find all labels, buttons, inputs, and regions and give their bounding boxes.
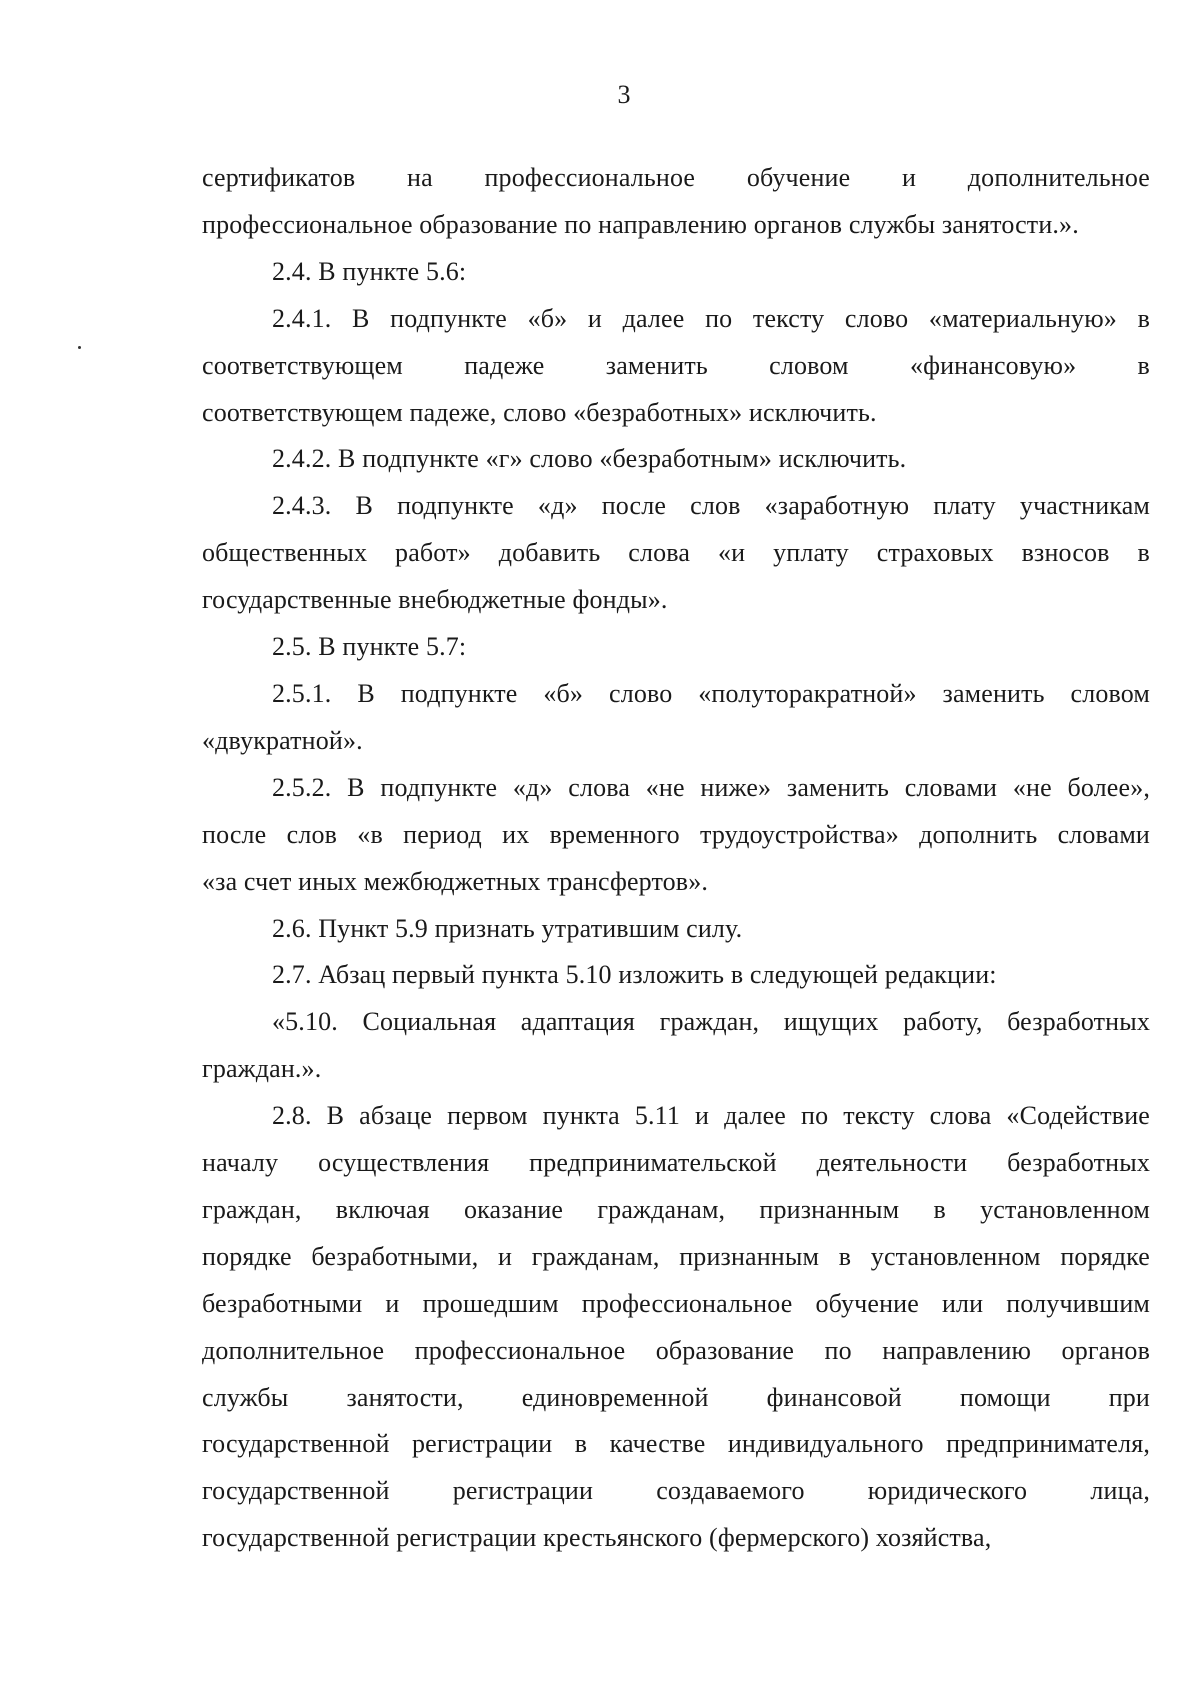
- paragraph: [202, 296, 1150, 437]
- paragraph: [202, 483, 1150, 624]
- paragraph: [202, 906, 1150, 953]
- text-line: профессиональное образование по направлению органов службы занятости.».: [202, 209, 1079, 239]
- text-line: порядке безработными, и гражданам, признанным в установленном порядке: [202, 1241, 1150, 1271]
- text-line: 2.4.1. В подпункте «б» и далее по тексту слово «материальную» в: [272, 303, 1150, 333]
- text-line: государственной регистрации создаваемого юридического лица,: [202, 1476, 1150, 1506]
- text-line: граждан.».: [202, 1054, 322, 1084]
- text-line: «5.10. Социальная адаптация граждан, ищущих работу, безработных: [272, 1007, 1150, 1037]
- text-line: «за счет иных межбюджетных трансфертов».: [202, 866, 709, 896]
- text-line: государственной регистрации в качестве индивидуального предпринимателя,: [202, 1429, 1150, 1459]
- text-line: 2.5.2. В подпункте «д» слова «не ниже» заменить словами «не более»,: [272, 772, 1150, 802]
- text-line: 2.6. Пункт 5.9 признать утратившим силу.: [272, 913, 743, 943]
- text-line: сертификатов на профессиональное обучение и дополнительное: [202, 163, 1150, 192]
- text-line: после слов «в период их временного трудоустройства» дополнить словами: [202, 819, 1150, 849]
- paragraph: [202, 436, 1150, 483]
- text-line: 2.5. В пункте 5.7:: [272, 632, 467, 662]
- text-line: началу осуществления предпринимательской деятельности безработных: [202, 1148, 1150, 1178]
- paragraph: [202, 952, 1150, 999]
- text-line: соответствующем падеже заменить словом «финансовую» в: [202, 350, 1150, 380]
- text-line: государственной регистрации крестьянского (фермерского) хозяйства,: [202, 1523, 992, 1553]
- paragraph: [202, 249, 1150, 296]
- text-line: 2.4.2. В подпункте «г» слово «безработным» исключить.: [272, 444, 907, 474]
- paragraph: [202, 671, 1150, 765]
- page-number: 3: [617, 80, 631, 109]
- text-line: безработными и прошедшим профессиональное обучение или получившим: [202, 1288, 1150, 1318]
- paragraph: [202, 624, 1150, 671]
- document-body: [202, 155, 1150, 1562]
- scan-speck: [78, 346, 81, 349]
- text-line: 2.7. Абзац первый пункта 5.10 изложить в следующей редакции:: [272, 960, 997, 990]
- text-line: государственные внебюджетные фонды».: [202, 585, 668, 615]
- text-line: граждан, включая оказание гражданам, признанным в установленном: [202, 1194, 1150, 1224]
- paragraph: [202, 1093, 1150, 1562]
- text-line: 2.4.3. В подпункте «д» после слов «заработную плату участникам: [272, 491, 1150, 521]
- text-line: дополнительное профессиональное образование по направлению органов: [202, 1335, 1150, 1365]
- text-line: 2.4. В пункте 5.6:: [272, 256, 467, 286]
- text-line: общественных работ» добавить слова «и уплату страховых взносов в: [202, 538, 1150, 568]
- paragraph: [202, 155, 1150, 249]
- text-line: 2.5.1. В подпункте «б» слово «полуторакратной» заменить словом: [272, 678, 1150, 708]
- text-line: службы занятости, единовременной финансовой помощи при: [202, 1382, 1150, 1412]
- paragraph: [202, 765, 1150, 906]
- text-line: 2.8. В абзаце первом пункта 5.11 и далее по тексту слова «Содействие: [272, 1101, 1150, 1131]
- text-line: соответствующем падеже, слово «безработных» исключить.: [202, 397, 877, 427]
- text-line: «двукратной».: [202, 725, 363, 755]
- paragraph: [202, 999, 1150, 1093]
